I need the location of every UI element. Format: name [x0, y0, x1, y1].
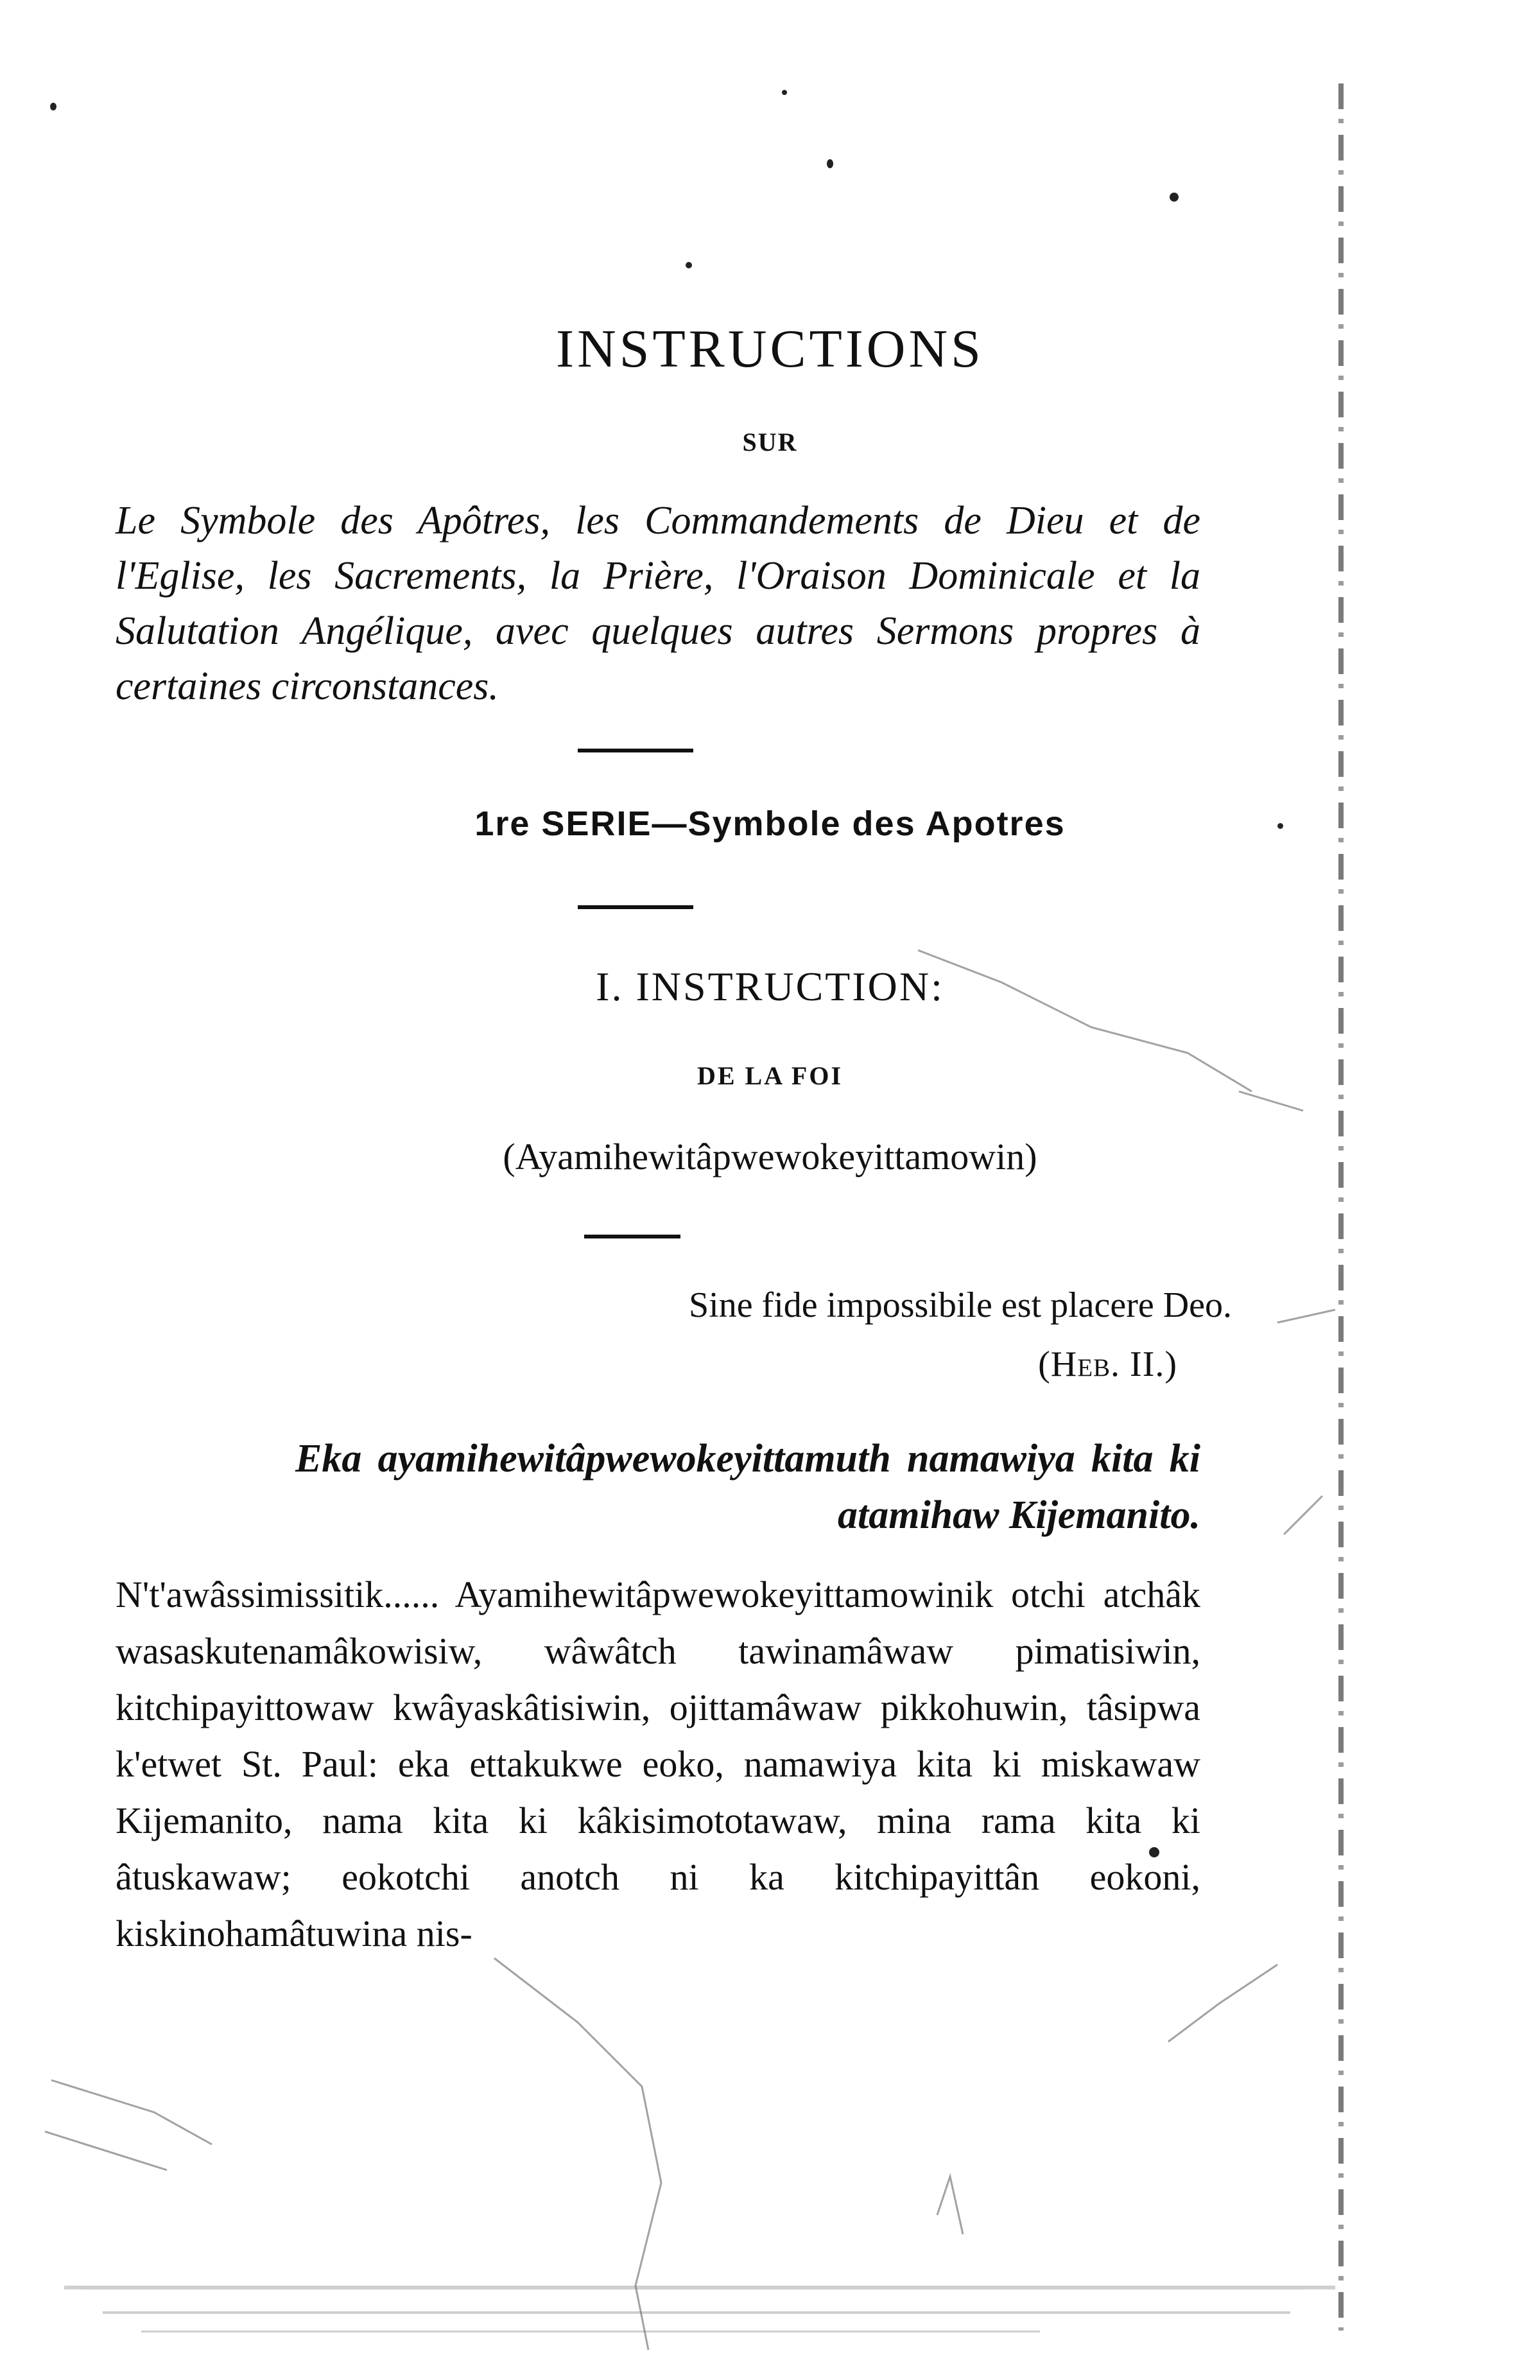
- instruction-subtitle: DE LA FOI: [696, 1061, 844, 1090]
- instruction-heading: I. INSTRUCTION:: [596, 964, 944, 1009]
- quote-source-chapter: II.): [1120, 1344, 1177, 1384]
- scan-speck: [50, 103, 56, 110]
- series-heading: 1re SERIE—Symbole des Apotres: [474, 804, 1066, 843]
- section-divider: [584, 1235, 680, 1238]
- quote-source-open: (: [1038, 1344, 1051, 1384]
- scan-speck: [686, 262, 692, 268]
- page-title: INSTRUCTIONS: [556, 319, 984, 379]
- quote-source: [1038, 1344, 1177, 1385]
- scan-speck: [782, 90, 787, 95]
- section-divider: [578, 905, 693, 909]
- quote-source-book: Heb.: [1050, 1344, 1121, 1384]
- scan-speck: [827, 159, 833, 168]
- latin-quote: Sine fide impossibile est placere Deo.: [689, 1285, 1232, 1325]
- section-divider: [578, 749, 693, 752]
- title-connector: SUR: [742, 428, 798, 456]
- body-paragraph: N't'awâssimissitik...... Ayamihewitâpwewokeyittamowinik otchi atchâk wasaskutenamâkowisiw, wâwâtch tawinamâwaw pimatisiwin, kitchipayittowaw kwâyaskâtisiwin, ojittamâwaw pikkohuwin, tâsipwa k'etwet St. Paul: eka ettakukwe eoko, namawiya kita ki miskawaw Kijemanito, nama kita ki kâkisimototawaw, mina rama kita ki âtuskawaw; eokotchi anotch ni ka kitchipayittân eokoni, kiskinohamâtuwina nis-: [116, 1574, 1200, 1954]
- subject-description: Le Symbole des Apôtres, les Commandements de Dieu et de l'Eglise, les Sacrements, la Prière, l'Oraison Dominicale et la Salutation Angélique, avec quelques autres Sermons propres à certaines circonstances.: [116, 499, 1200, 708]
- native-quote: Eka ayamihewitâpwewokeyittamuth namawiya kita ki atamihaw Kijemanito.: [295, 1437, 1200, 1537]
- scan-speck: [1170, 193, 1179, 202]
- native-title: (Ayamihewitâpwewokeyittamowin): [503, 1136, 1037, 1177]
